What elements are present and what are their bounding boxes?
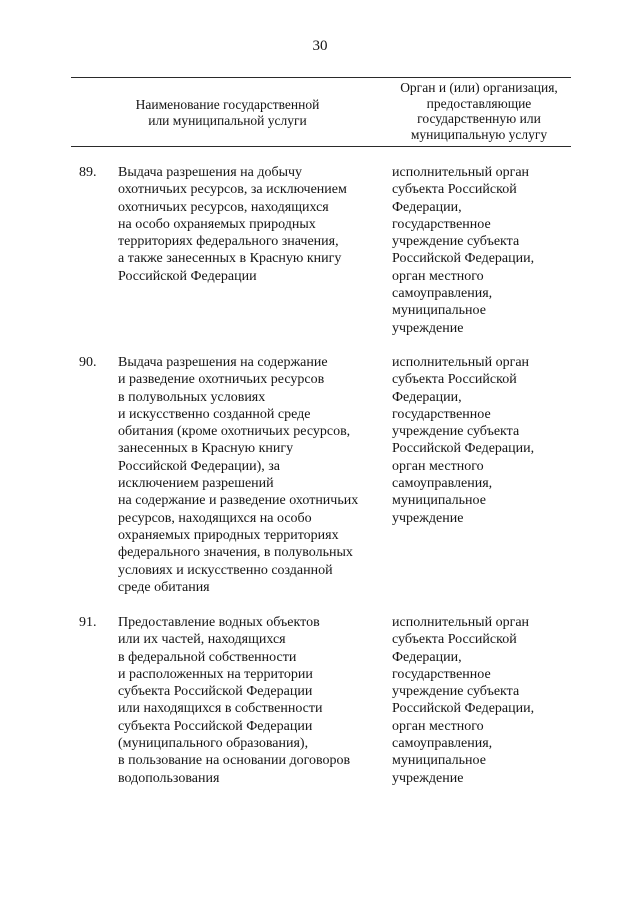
- organization-line: исполнительный орган: [392, 615, 530, 630]
- row-number: 91.: [79, 615, 97, 630]
- row-organization: [392, 164, 582, 337]
- service-line: исключением разрешений: [118, 476, 274, 492]
- service-line: а также занесенных в Красную книгу: [118, 251, 342, 267]
- organization-line: учреждение: [392, 770, 464, 786]
- organization-line: самоуправления,: [392, 736, 493, 752]
- service-line: Российской Федерации), за: [118, 458, 281, 474]
- organization-line: Российской Федерации,: [392, 251, 535, 267]
- header-line: Наименование государственной: [135, 97, 320, 112]
- service-line: в федеральной собственности: [118, 649, 297, 665]
- row-number: 90.: [79, 355, 97, 370]
- service-line: или находящихся в собственности: [118, 701, 323, 717]
- service-line: на особо охраняемых природных: [118, 216, 316, 232]
- row-service-name: [118, 354, 380, 596]
- organization-line: орган местного: [392, 458, 484, 474]
- service-line: условиях и искусственно созданной: [118, 562, 333, 578]
- service-line: на содержание и разведение охотничьих: [118, 493, 359, 509]
- header-line: государственную или: [417, 111, 541, 126]
- service-line: обитания (кроме охотничьих ресурсов,: [118, 424, 351, 440]
- organization-line: Федерации,: [392, 389, 462, 405]
- organization-line: государственное: [392, 216, 491, 232]
- service-line: Российской Федерации: [118, 268, 257, 284]
- service-line: и расположенных на территории: [118, 666, 313, 682]
- service-line: водопользования: [118, 770, 220, 786]
- service-line: и разведение охотничьих ресурсов: [118, 372, 325, 388]
- organization-line: муниципальное: [392, 493, 486, 509]
- organization-line: самоуправления,: [392, 476, 493, 492]
- organization-line: орган местного: [392, 268, 484, 284]
- service-line: субъекта Российской Федерации: [118, 684, 313, 700]
- organization-line: Российской Федерации,: [392, 701, 535, 717]
- header-line: муниципальную услугу: [410, 126, 548, 142]
- table-header-bottom-rule: [71, 146, 571, 147]
- organization-line: муниципальное: [392, 303, 486, 319]
- table-top-rule: [71, 77, 571, 78]
- column-header-organization: [379, 80, 579, 142]
- service-line: территориях федерального значения,: [118, 234, 339, 250]
- organization-line: орган местного: [392, 718, 484, 734]
- organization-line: Российской Федерации,: [392, 441, 535, 457]
- row-number: 89.: [79, 165, 97, 180]
- organization-line: субъекта Российской: [392, 372, 517, 388]
- organization-line: учреждение: [392, 510, 464, 526]
- organization-line: государственное: [392, 666, 491, 682]
- service-line: охраняемых природных территориях: [118, 527, 339, 543]
- organization-line: муниципальное: [392, 753, 486, 769]
- row-service-name: [118, 614, 380, 787]
- row-organization: [392, 614, 582, 787]
- organization-line: учреждение субъекта: [392, 424, 520, 440]
- service-line: (муниципального образования),: [118, 736, 309, 752]
- organization-line: Федерации,: [392, 649, 462, 665]
- organization-line: учреждение субъекта: [392, 234, 520, 250]
- service-line: занесенных в Красную книгу: [118, 441, 294, 457]
- service-line: и искусственно созданной среде: [118, 406, 311, 422]
- service-line: Выдача разрешения на добычу: [118, 165, 303, 180]
- organization-line: субъекта Российской: [392, 182, 517, 198]
- service-line: ресурсов, находящихся на особо: [118, 510, 312, 526]
- service-line: охотничьих ресурсов, находящихся: [118, 199, 329, 215]
- service-line: федерального значения, в полувольных: [118, 545, 353, 561]
- organization-line: исполнительный орган: [392, 355, 530, 370]
- organization-line: учреждение субъекта: [392, 684, 520, 700]
- service-line: или их частей, находящихся: [118, 632, 286, 648]
- service-line: охотничьих ресурсов, за исключением: [118, 182, 347, 198]
- organization-line: государственное: [392, 406, 491, 422]
- header-line: Орган и (или) организация,: [400, 80, 558, 95]
- service-line: Выдача разрешения на содержание: [118, 355, 328, 370]
- header-line: предоставляющие: [426, 95, 532, 111]
- row-service-name: [118, 164, 380, 285]
- organization-line: субъекта Российской: [392, 632, 517, 648]
- organization-line: учреждение: [392, 320, 464, 336]
- row-organization: [392, 354, 582, 527]
- service-line: среде обитания: [118, 579, 210, 595]
- organization-line: самоуправления,: [392, 286, 493, 302]
- header-line: или муниципальной услуги: [148, 112, 307, 128]
- organization-line: исполнительный орган: [392, 165, 530, 180]
- service-line: субъекта Российской Федерации: [118, 718, 313, 734]
- service-line: в пользование на основании договоров: [118, 753, 351, 769]
- service-line: Предоставление водных объектов: [118, 615, 320, 630]
- page-number: 30: [312, 38, 328, 54]
- column-header-service: [105, 97, 350, 128]
- service-line: в полувольных условиях: [118, 389, 266, 405]
- organization-line: Федерации,: [392, 199, 462, 215]
